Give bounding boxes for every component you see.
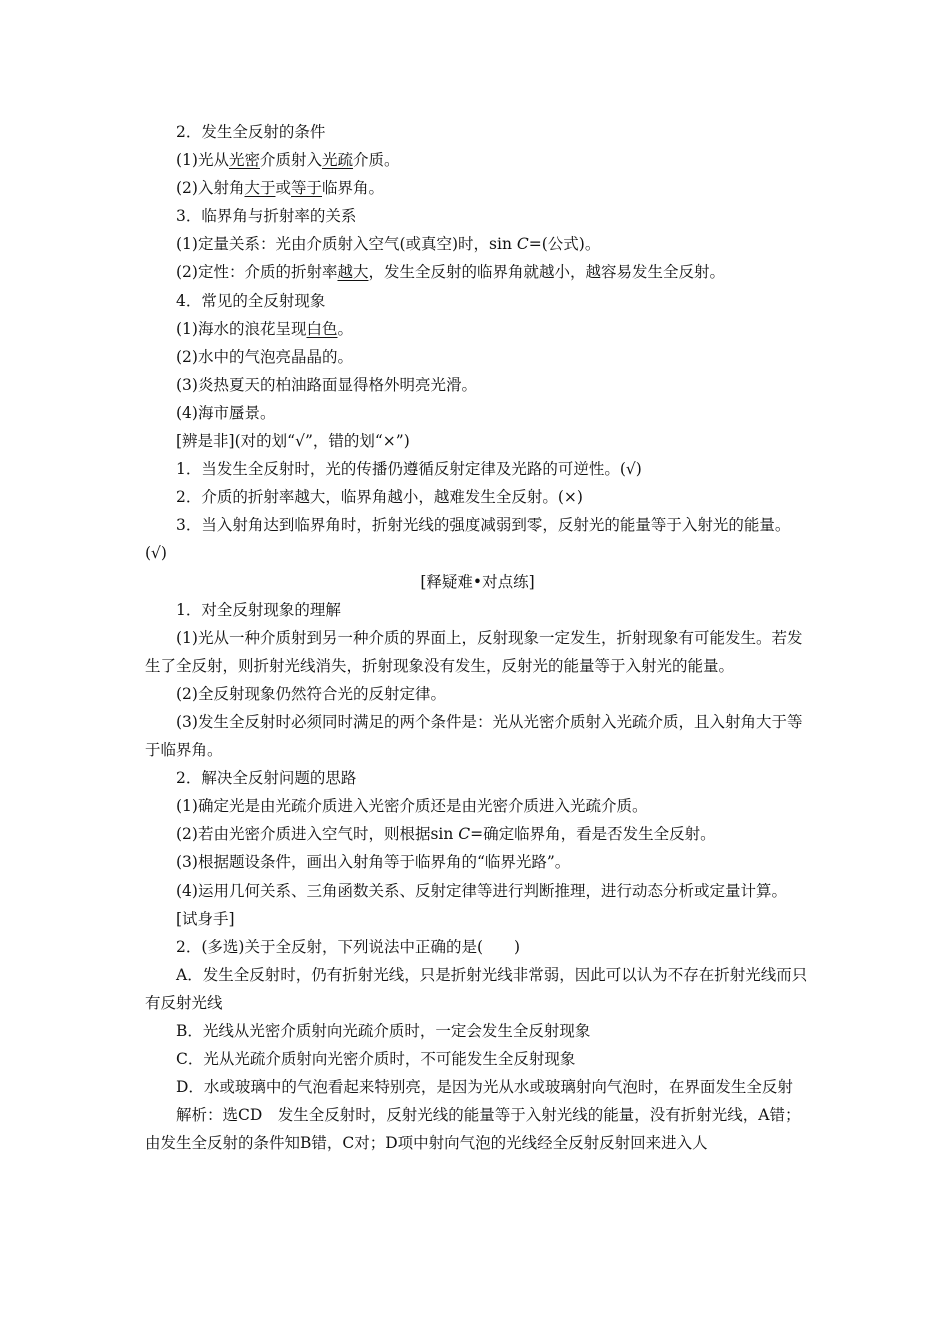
paragraph: (1)确定光是由光疏介质进入光密介质还是由光密介质进入光疏介质。 — [176, 797, 648, 816]
text: (1)定量关系：光由介质射入空气(或真空)时，sin — [176, 235, 517, 254]
section-heading: 3．临界角与折射率的关系 — [176, 207, 357, 226]
paragraph — [145, 315, 810, 343]
section-heading: [试身手] — [176, 909, 235, 928]
text: ，发生全反射的临界角就越小，越容易发生全反射。 — [368, 263, 725, 282]
section-heading: 1．对全反射现象的理解 — [176, 600, 341, 619]
paragraph — [145, 230, 810, 258]
text: (2)定性：介质的折射率 — [176, 263, 338, 282]
option-b: B．光线从光密介质射向光疏介质时，一定会发生全反射现象 — [176, 1022, 591, 1040]
underlined-term: 白色 — [306, 319, 338, 338]
paragraph: (3)炎热夏天的柏油路面显得格外明亮光滑。 — [176, 375, 477, 394]
text: 介质射入 — [259, 151, 322, 170]
section-title: [释疑难•对点练] — [420, 572, 535, 591]
true-false-item: 3．当入射角达到临界角时，折射光线的强度减弱到零，反射光的能量等于入射光的能量。(√) — [145, 516, 791, 563]
paragraph: (2)全反射现象仍然符合光的反射定律。 — [176, 684, 446, 703]
underlined-term: 光密 — [228, 151, 260, 170]
document-body — [145, 118, 810, 1157]
paragraph: (4)运用几何关系、三角函数关系、反射定律等进行判断推理，进行动态分析或定量计算。 — [176, 881, 787, 900]
text: (1)海水的浪花呈现 — [176, 319, 307, 338]
text: (1)光从 — [176, 151, 229, 170]
paragraph: (3)发生全反射时必须同时满足的两个条件是：光从光密介质射入光疏介质，且入射角大于等于临界角。 — [145, 712, 803, 760]
true-false-item: 2．介质的折射率越大，临界角越小，越难发生全反射。(×) — [176, 488, 583, 507]
text: 。 — [337, 319, 353, 338]
paragraph — [145, 820, 810, 848]
section-heading: 2．发生全反射的条件 — [176, 123, 326, 141]
underlined-term: 越大 — [337, 263, 369, 282]
paragraph: (3)根据题设条件，画出入射角等于临界角的“临界光路”。 — [176, 853, 571, 872]
paragraph — [145, 146, 810, 174]
text: (2)入射角 — [176, 179, 245, 198]
variable: C — [458, 825, 471, 844]
paragraph — [145, 258, 810, 286]
paragraph: (2)水中的气泡亮晶晶的。 — [176, 347, 353, 366]
text: 介质。 — [353, 151, 400, 170]
text: 临界角。 — [322, 179, 385, 198]
paragraph: (4)海市蜃景。 — [176, 403, 276, 422]
text: (2)若由光密介质进入空气时，则根据sin — [176, 825, 459, 844]
option-c: C．光从光疏介质射向光密介质时，不可能发生全反射现象 — [176, 1050, 576, 1069]
underlined-term: 大于 — [244, 179, 276, 198]
text: =(公式)。 — [528, 235, 601, 254]
question: 2．(多选)关于全反射，下列说法中正确的是( ) — [176, 937, 521, 956]
paragraph — [145, 174, 810, 202]
true-false-item: 1．当发生全反射时，光的传播仍遵循反射定律及光路的可逆性。(√) — [176, 460, 642, 479]
paragraph: (1)光从一种介质射到另一种介质的界面上，反射现象一定发生，折射现象有可能发生。若发生了全反射，则折射光线消失，折射现象没有发生，反射光的能量等于入射光的能量。 — [145, 628, 803, 675]
text: =确定临界角，看是否发生全反射。 — [470, 825, 716, 844]
analysis: 解析：选CD 发生全反射时，反射光线的能量等于入射光线的能量，没有折射光线，A错；由发生全反射的条件知B错，C对；D项中射向气泡的光线经全反射反射回来进入人 — [145, 1106, 801, 1153]
option-d: D．水或玻璃中的气泡看起来特别亮，是因为光从水或玻璃射向气泡时，在界面发生全反射 — [176, 1078, 793, 1097]
underlined-term: 光疏 — [322, 151, 354, 170]
variable: C — [516, 235, 529, 254]
text: 或 — [275, 179, 291, 198]
section-heading: 4．常见的全反射现象 — [176, 291, 326, 310]
option-a: A．发生全反射时，仍有折射光线，只是折射光线非常弱，因此可以认为不存在折射光线而只有反射光线 — [145, 965, 808, 1012]
underlined-term: 等于 — [291, 179, 323, 198]
section-heading: 2．解决全反射问题的思路 — [176, 769, 357, 788]
section-heading: [辨是非](对的划“√”，错的划“×”) — [176, 432, 410, 451]
